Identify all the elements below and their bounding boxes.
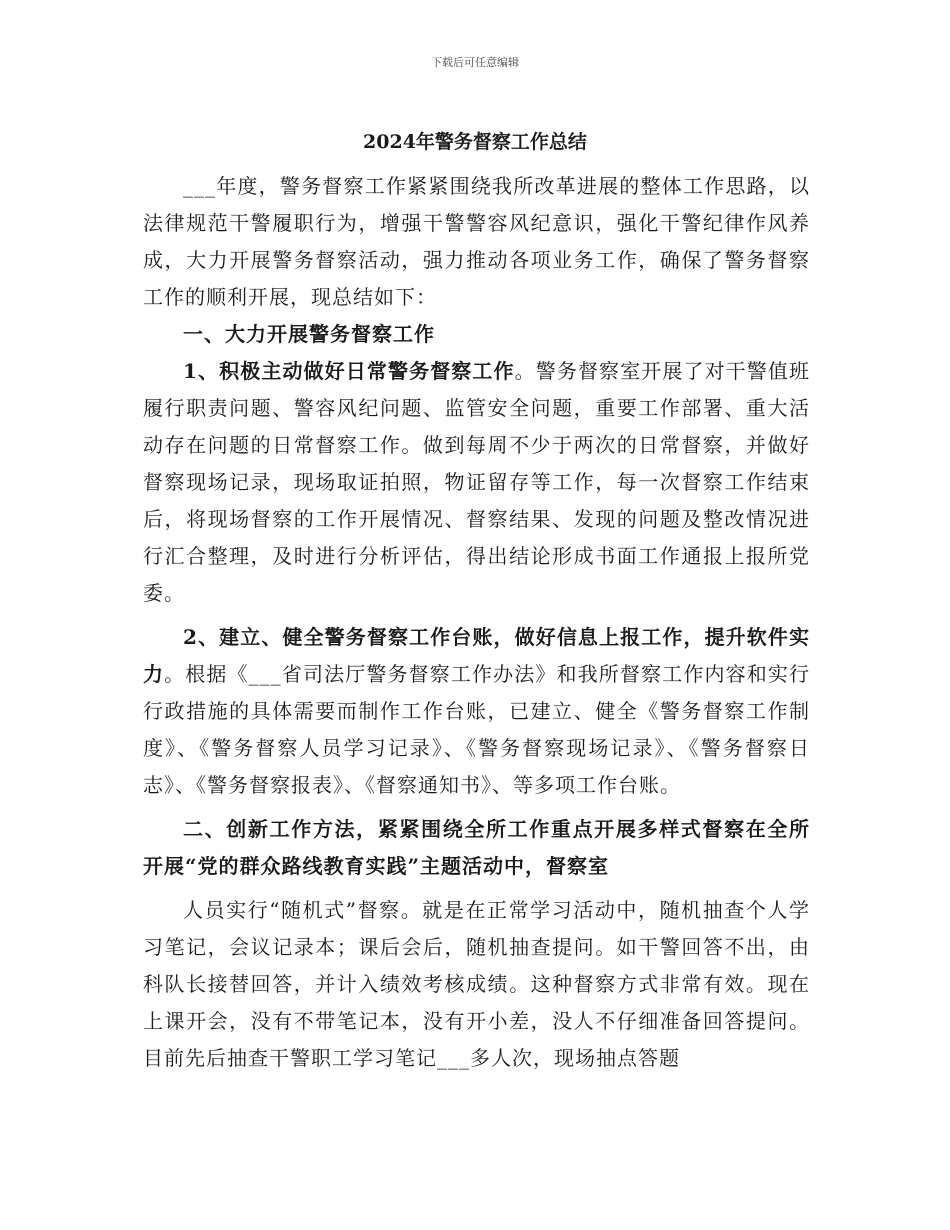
- document-title: 2024年警务督察工作总结: [363, 131, 587, 153]
- header-note: 下载后可任意编辑: [431, 56, 519, 69]
- intro-paragraph: ___年度，警务督察工作紧紧围绕我所改革进展的整体工作思路，以法律规范干警履职行为，增强干警警容风纪意识，强化干警纪律作风养成，大力开展警务督察活动，强力推动各项业务工作，确保了警务督察工作的顺利开展，现总结如下：: [143, 174, 810, 309]
- item1-paragraph: [143, 353, 810, 612]
- section2-heading: 二、创新工作方法，紧紧围绕全所工作重点开展多样式督察在全所开展“党的群众路线教育实践”主题活动中，督察室: [143, 817, 810, 878]
- item2-lead: 2、建立、健全警务督察工作台账，做好信息上报工作，提升软件实力: [143, 625, 810, 686]
- section2-paragraph: 人员实行“随机式”督察。就是在正常学习活动中，随机抽查个人学习笔记，会议记录本；课后会后，随机抽查提问。如干警回答不出，由科队长接替回答，并计入绩效考核成绩。这种督察方式非常有效。现在上课开会，没有不带笔记本，没有开小差，没人不仔细准备回答提问。目前先后抽查干警职工学习笔记___多人次，现场抽点答题: [143, 898, 810, 1070]
- item1-lead: 1、积极主动做好日常警务督察工作: [183, 359, 515, 383]
- section1-heading: 一、大力开展警务督察工作: [183, 322, 435, 346]
- item2-body: 。根据《___省司法厅警务督察工作办法》和我所督察工作内容和实行行政措施的具体需要而制作工作台账，已建立、健全《警务督察工作制度》、《警务督察人员学习记录》、《警务督察现场记录》、《警务督察日志》、《警务督察报表》、《督察通知书》、等多项工作台账。: [143, 662, 811, 797]
- document-body: [143, 168, 810, 1077]
- item2-paragraph: [143, 619, 810, 804]
- item1-body: 。警务督察室开展了对干警值班履行职责问题、警容风纪问题、监管安全问题，重要工作部署、重大活动存在问题的日常督察工作。做到每周不少于两次的日常督察，并做好督察现场记录，现场取证拍照，物证留存等工作，每一次督察工作结束后，将现场督察的工作开展情况、督察结果、发现的问题及整改情况进行汇合整理，及时进行分析评估，得出结论形成书面工作通报上报所党委。: [143, 359, 811, 605]
